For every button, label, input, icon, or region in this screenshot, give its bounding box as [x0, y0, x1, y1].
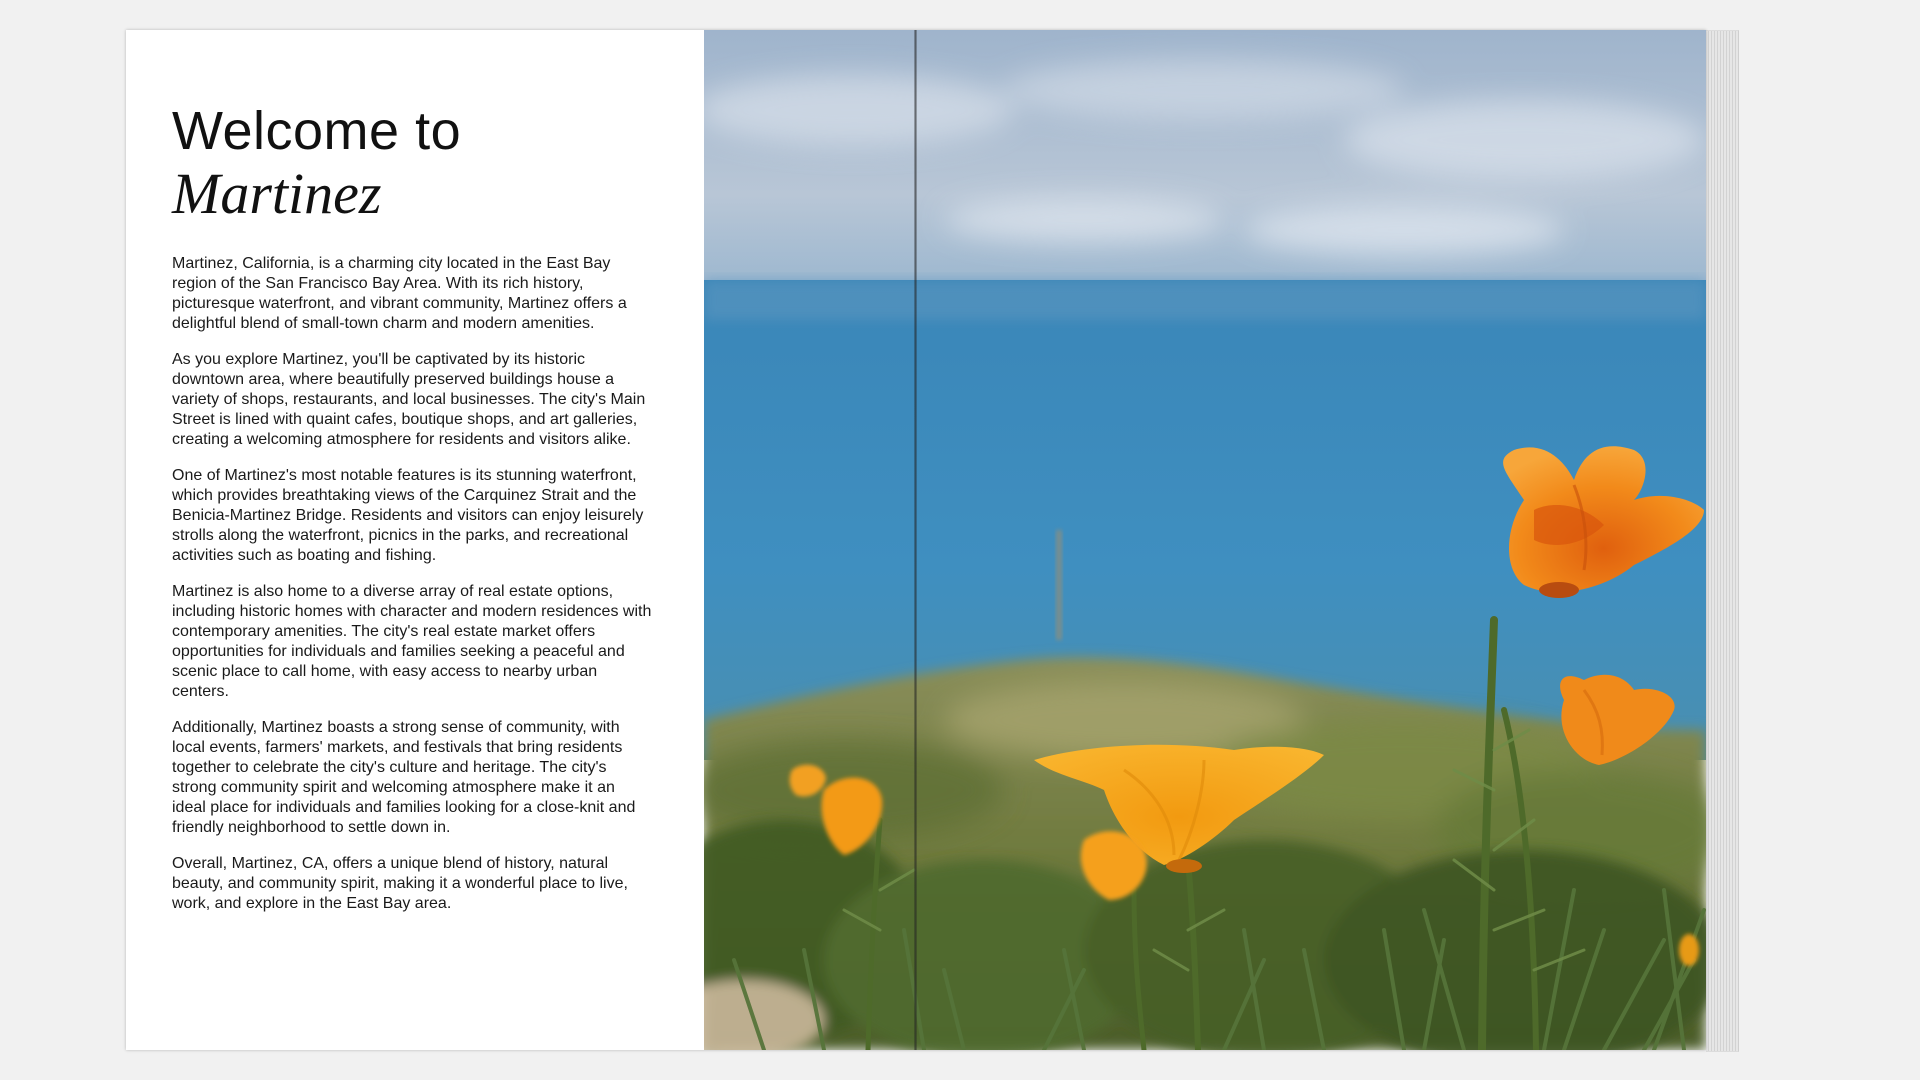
magazine-spread [126, 30, 1706, 1050]
paragraph-2: As you explore Martinez, you'll be captivated by its historic downtown area, where beautifully preserved buildings house a variety of shops, restaurants, and local businesses. The city's Main Street is lined with quaint cafes, boutique shops, and art galleries, creating a welcoming atmosphere for residents and visitors alike. [172, 351, 646, 448]
poppy-photo [704, 30, 1706, 1050]
paragraph-1: Martinez, California, is a charming city located in the East Bay region of the San Francisco Bay Area. With its rich history, picturesque waterfront, and vibrant community, Martinez offers a delightful blend of small-town charm and modern amenities. [172, 255, 627, 332]
left-page [126, 30, 704, 1050]
paragraph-4: Martinez is also home to a diverse array of real estate options, including historic homes with character and modern residences with contemporary amenities. The city's real estate market offers opportunities for individuals and families seeking a peaceful and scenic place to call home, with easy access to nearby urban centers. [172, 583, 652, 700]
paragraph-3: One of Martinez's most notable features is its stunning waterfront, which provides breathtaking views of the Carquinez Strait and the Benicia-Martinez Bridge. Residents and visitors can enjoy leisurely strolls along the waterfront, picnics in the parks, and recreational activities such as boating and fishing. [172, 467, 644, 564]
article-body [172, 254, 652, 930]
paragraph-6: Overall, Martinez, CA, offers a unique blend of history, natural beauty, and community spirit, making it a wonderful place to live, work, and explore in the East Bay area. [172, 855, 628, 912]
title-line-2: Martinez [172, 161, 382, 226]
page-edge-stack [1706, 30, 1739, 1052]
poppy-photo-illustration [704, 30, 1706, 1050]
page-title [172, 100, 461, 226]
spread-gutter [914, 30, 917, 1050]
paragraph-5: Additionally, Martinez boasts a strong sense of community, with local events, farmers' markets, and festivals that bring residents together to celebrate the city's culture and heritage. The city's strong community spirit and welcoming atmosphere make it an ideal place for individuals and families looking for a close-knit and friendly neighborhood to settle down in. [172, 719, 636, 836]
title-line-1: Welcome to [172, 101, 462, 161]
